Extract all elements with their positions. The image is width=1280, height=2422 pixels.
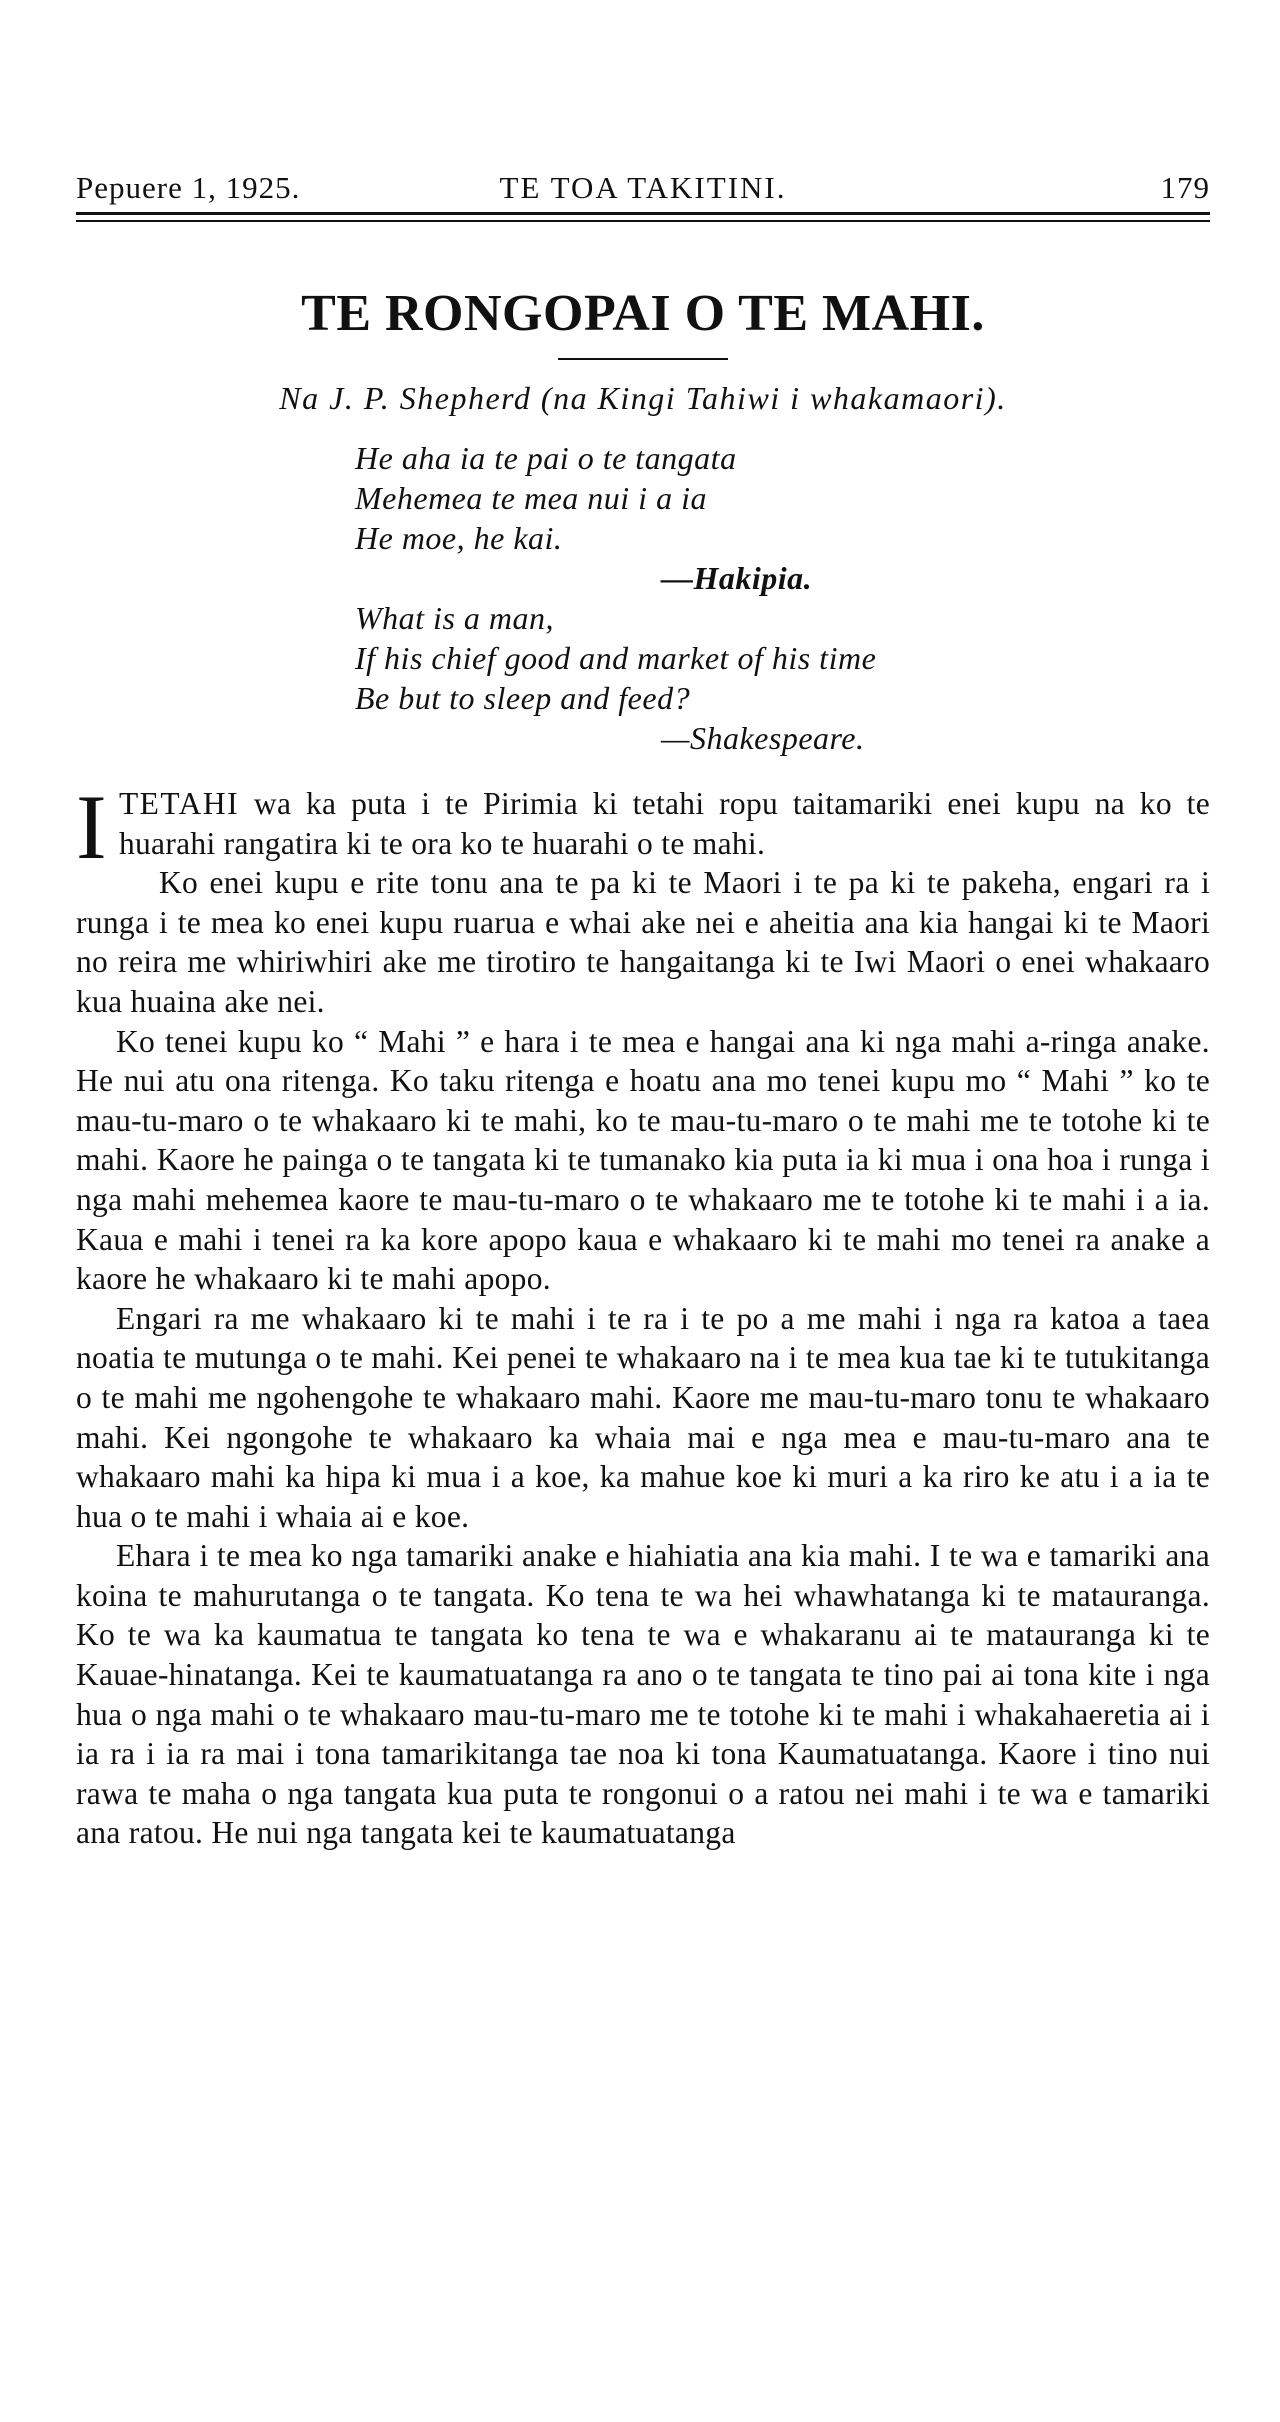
article-body bbox=[76, 776, 1210, 1853]
page-number: 179 bbox=[1160, 170, 1210, 205]
verse-line: Be but to sleep and feed? bbox=[355, 680, 691, 716]
drop-cap: I bbox=[76, 776, 107, 878]
article-byline: Na J. P. Shepherd (na Kingi Tahiwi i whakamaori). bbox=[279, 380, 1007, 416]
paragraph bbox=[76, 776, 1210, 878]
verse-attribution-maori: —Hakipia. bbox=[661, 560, 813, 596]
verse-line: Mehemea te mea nui i a ia bbox=[355, 480, 707, 516]
article-title: TE RONGOPAI O TE MAHI. bbox=[301, 285, 985, 342]
paragraph: Ko tenei kupu ko “ Mahi ” e hara i te mea e hangai ana ki nga mahi a-ringa anake. He nui atu ona ritenga. Ko taku ritenga e hoatu ana mo tenei kupu mo “ Mahi ” ko te mau-tu-maro o te whakaaro ki te mahi, ko te mau-tu-maro o te mahi me te totohe ki te mahi. Kaore he painga o te tangata ki te tumanako kia puta ia ki mua i ona hoa i runga i nga mahi mehemea kaore te mau-tu-maro o te whakaaro me te totohe ki te mahi i a ia. Kaua e mahi i tenei ra ka kore apopo kaua e whakaaro ki te mahi mo tenei ra anake a kaore he whakaaro ki te mahi apopo. bbox=[76, 1023, 1210, 1297]
issue-date: Pepuere 1, 1925. bbox=[76, 170, 301, 205]
verse-line: He aha ia te pai o te tangata bbox=[355, 440, 737, 476]
verse-attribution-english: —Shakespeare. bbox=[661, 720, 865, 756]
title-divider bbox=[558, 358, 728, 360]
epigraph bbox=[355, 438, 1210, 758]
verse-line: He moe, he kai. bbox=[355, 520, 563, 556]
journal-title: TE TOA TAKITINI. bbox=[499, 170, 787, 205]
page bbox=[76, 170, 1210, 1853]
running-header bbox=[76, 170, 1210, 206]
header-double-rule bbox=[76, 212, 1210, 222]
paragraph: Ko enei kupu e rite tonu ana te pa ki te Maori i te pa ki te pakeha, engari ra i runga i te mea ko enei kupu ruarua e whai ake nei e aheitia ana kia hangai ki te Maori no reira me whiriwhiri ake me tirotiro te hangaitanga ki te Iwi Maori o enei whakaaro kua huaina ake nei. bbox=[76, 865, 1210, 1019]
verse-line: What is a man, bbox=[355, 600, 554, 636]
opening-word: TETAHI bbox=[118, 786, 240, 821]
verse-line: If his chief good and market of his time bbox=[355, 640, 877, 676]
paragraph: Engari ra me whakaaro ki te mahi i te ra i te po a me mahi i nga ra katoa a taea noatia te mutunga o te mahi. Kei penei te whakaaro na i te mea kua tae ki te tutukitanga o te mahi me ngohengohe te whakaaro mahi. Kaore me mau-tu-maro tonu te whakaaro mahi. Kei ngongohe te whakaaro ka whaia mai e nga mea e mau-tu-maro ana te whakaaro mahi ka hipa ki mua i a koe, ka mahue koe ki muri a ka riro ke atu i a ia te hua o te mahi i whaia ai e koe. bbox=[76, 1300, 1210, 1534]
paragraph-text: wa ka puta i te Pirimia ki tetahi ropu taitamariki enei kupu na ko te huarahi rangatira ki te ora ko te huarahi o te mahi. bbox=[118, 786, 1210, 861]
paragraph: Ehara i te mea ko nga tamariki anake e hiahiatia ana kia mahi. I te wa e tamariki ana koina te mahurutanga o te tangata. Ko tena te wa hei whawhatanga ki te matauranga. Ko te wa ka kaumatua te tangata ko tena te wa e whakaranu ai te matauranga ki te Kauae-hinatanga. Kei te kaumatuatanga ra ano o te tangata te tino pai ai tona kite i nga hua o nga mahi o te whakaaro mau-tu-maro me te totohe ki te mahi i whakahaeretia ai i ia ra i ia ra mai i tona tamarikitanga tae noa ki tona Kaumatuatanga. Kaore i tino nui rawa te maha o nga tangata kua puta te rongonui o a ratou nei mahi i te wa e tamariki ana ratou. He nui nga tangata kei te kaumatuatanga bbox=[76, 1538, 1210, 1851]
